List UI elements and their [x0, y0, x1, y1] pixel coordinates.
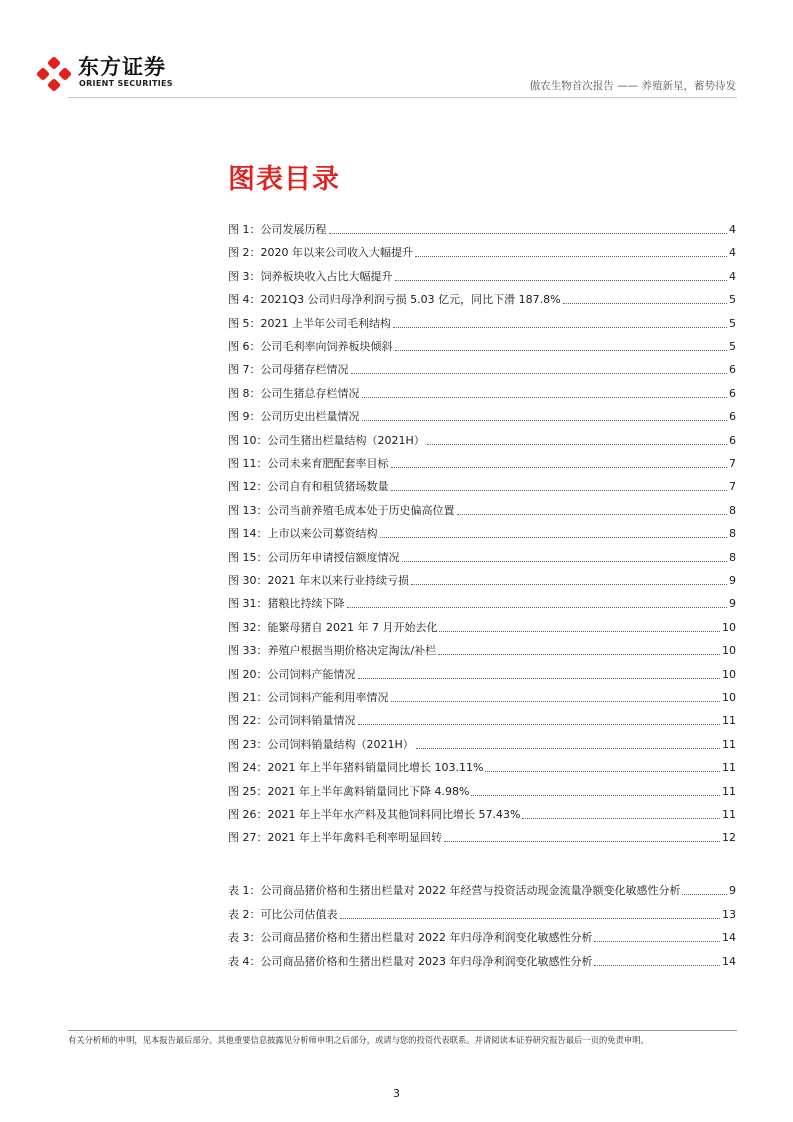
toc-figure-item-label: 图 27：2021 年上半年禽料毛利率明显回转	[228, 831, 442, 845]
toc-figure-item-label: 图 11：公司未来育肥配套率目标	[228, 457, 389, 470]
toc-figure-item-page: 7	[729, 457, 736, 470]
toc-figure-item[interactable]	[228, 478, 736, 494]
toc-table-item[interactable]	[228, 906, 736, 922]
toc-figure-item[interactable]	[228, 712, 736, 728]
dot-leader	[594, 941, 720, 942]
toc-figure-item-label: 图 12：公司自有和租赁猪场数量	[228, 480, 389, 494]
dot-leader	[393, 327, 727, 328]
dot-leader	[411, 584, 727, 585]
dot-leader	[395, 280, 728, 281]
page-header	[0, 0, 793, 100]
brand-name-en: ORIENT SECURITIES	[79, 79, 173, 88]
toc-figure-item-page: 10	[722, 667, 736, 681]
toc-figure-item-page: 4	[729, 269, 736, 283]
toc-figure-item[interactable]	[228, 315, 736, 331]
toc-figure-item[interactable]	[228, 759, 736, 775]
toc-figure-item-label: 图 3：饲养板块收入占比大幅提升	[228, 269, 393, 283]
toc-table-item-label: 表 4：公司商品猪价格和生猪出栏量对 2023 年归母净利润变化敏感性分析	[228, 954, 593, 968]
toc-figure-item[interactable]	[228, 783, 736, 799]
toc-table-item-page: 14	[722, 931, 736, 944]
dot-leader	[439, 631, 720, 632]
dot-leader	[427, 444, 727, 445]
dot-leader	[380, 537, 728, 538]
toc-figure-item-label: 图 1：公司发展历程	[228, 223, 327, 236]
toc-figure-item-page: 11	[722, 761, 736, 775]
toc-figure-item[interactable]	[228, 268, 736, 284]
dot-leader	[362, 420, 728, 421]
toc-figure-item-label: 图 2：2020 年以来公司收入大幅提升	[228, 246, 413, 260]
toc-figure-item[interactable]	[228, 666, 736, 682]
toc-figure-item-page: 10	[722, 644, 736, 658]
dot-leader	[485, 771, 720, 772]
toc-figure-item-page: 4	[729, 223, 736, 236]
toc-figure-item-page: 6	[729, 386, 736, 400]
toc-figure-item-page: 5	[729, 316, 736, 330]
toc-figure-item[interactable]	[228, 525, 736, 541]
toc-figure-item-label: 图 8：公司生猪总存栏情况	[228, 386, 360, 400]
dot-leader	[391, 467, 728, 468]
toc-table-item[interactable]	[228, 882, 736, 898]
toc-figure-item[interactable]	[228, 689, 736, 705]
dot-leader	[329, 233, 728, 234]
header-divider	[68, 97, 737, 98]
toc-figure-item-page: 8	[729, 503, 736, 517]
toc-figure-item[interactable]	[228, 572, 736, 588]
toc-figure-item[interactable]	[228, 642, 736, 658]
toc-figure-item-label: 图 7：公司母猪存栏情况	[228, 363, 349, 377]
toc-figure-item-page: 8	[729, 550, 736, 564]
toc-table-item-label: 表 2：可比公司估值表	[228, 907, 338, 921]
orient-securities-logo-icon	[36, 56, 72, 92]
dot-leader	[594, 965, 720, 966]
toc-figure-item-label: 图 31：猪粮比持续下降	[228, 597, 345, 611]
toc-figure-item[interactable]	[228, 736, 736, 752]
toc-figure-item[interactable]	[228, 408, 736, 424]
dot-leader	[457, 514, 728, 515]
toc-table-item-label: 表 1：公司商品猪价格和生猪出栏量对 2022 年经营与投资活动现金流量净额变化敏感性分析	[228, 884, 681, 897]
toc-figure-item-label: 图 21：公司饲料产能利用率情况	[228, 691, 389, 704]
toc-figure-item-label: 图 5：2021 上半年公司毛利结构	[228, 316, 391, 330]
toc-figure-item[interactable]	[228, 455, 736, 471]
toc-figure-item-page: 11	[722, 714, 736, 728]
dot-leader	[358, 724, 721, 725]
toc-figure-item-label: 图 4：2021Q3 公司归母净利润亏损 5.03 亿元，同比下滑 187.8%	[228, 293, 561, 307]
toc-figure-item-label: 图 25：2021 年上半年禽料销量同比下降 4.98%	[228, 784, 470, 798]
toc-figure-item[interactable]	[228, 549, 736, 565]
toc-figure-item-page: 12	[722, 831, 736, 845]
toc-figure-item-label: 图 22：公司饲料销量情况	[228, 714, 356, 728]
toc-figure-item-label: 图 10：公司生猪出栏量结构（2021H）	[228, 433, 425, 447]
toc-figure-item-page: 11	[722, 808, 736, 821]
toc-figure-item-page: 6	[729, 363, 736, 377]
toc-table-item-page: 13	[722, 907, 736, 921]
toc-table-item[interactable]	[228, 929, 736, 945]
dot-leader	[391, 490, 728, 491]
report-title: 傲农生物首次报告 —— 养殖新星，蓄势待发	[529, 80, 736, 92]
toc-figure-item-page: 8	[729, 527, 736, 541]
footer-divider	[68, 1030, 737, 1031]
dot-leader	[358, 678, 721, 679]
toc-figure-item-label: 图 15：公司历年申请授信额度情况	[228, 550, 400, 564]
toc-figure-item[interactable]	[228, 385, 736, 401]
dot-leader	[340, 918, 721, 919]
toc-figure-item-label: 图 24：2021 年上半年猪料销量同比增长 103.11%	[228, 761, 484, 775]
toc-figure-item[interactable]	[228, 619, 736, 635]
toc-figure-item-page: 11	[722, 737, 736, 751]
dot-leader	[391, 701, 721, 702]
toc-figure-item-page: 11	[722, 784, 736, 798]
dot-leader	[522, 818, 720, 819]
toc-figure-item[interactable]	[228, 595, 736, 611]
toc-figure-item[interactable]	[228, 338, 736, 354]
dot-leader	[395, 350, 728, 351]
toc-figure-item-label: 图 9：公司历史出栏量情况	[228, 410, 360, 424]
toc-figure-item-label: 图 14：上市以来公司募资结构	[228, 527, 378, 541]
toc-figure-item-label: 图 32：能繁母猪自 2021 年 7 月开始去化	[228, 620, 438, 634]
toc-table-item-page: 9	[729, 884, 736, 897]
page-title: 图表目录	[228, 164, 340, 195]
dot-leader	[351, 373, 728, 374]
toc-table-item-page: 14	[722, 954, 736, 968]
dot-leader	[347, 607, 728, 608]
toc-figure-item-page: 10	[722, 691, 736, 704]
dot-leader	[563, 303, 727, 304]
dot-leader	[438, 654, 720, 655]
toc-figure-item-page: 9	[729, 597, 736, 611]
toc-figure-item-label: 图 26：2021 年上半年水产料及其他饲料同比增长 57.43%	[228, 808, 521, 821]
toc-figure-item[interactable]	[228, 829, 736, 845]
toc-figure-item-page: 5	[729, 340, 736, 353]
toc-figure-item-label: 图 20：公司饲料产能情况	[228, 667, 356, 681]
toc-figure-item-label: 图 23：公司饲料销量结构（2021H）	[228, 737, 414, 751]
dot-leader	[416, 748, 720, 749]
page-number: 3	[393, 1087, 400, 1100]
toc-figure-item-page: 7	[729, 480, 736, 494]
dot-leader	[362, 397, 728, 398]
footer-disclaimer: 有关分析师的申明，见本报告最后部分。其他重要信息披露见分析师申明之后部分，或请与您的投资代表联系。并请阅读本证券研究报告最后一页的免责申明。	[68, 1035, 649, 1045]
dot-leader	[415, 256, 727, 257]
toc-figure-item[interactable]	[228, 221, 736, 237]
toc-figure-item-label: 图 6：公司毛利率向饲养板块倾斜	[228, 340, 393, 353]
dot-leader	[471, 795, 720, 796]
toc-figure-item[interactable]	[228, 291, 736, 307]
toc-figure-item-label: 图 13：公司当前养殖毛成本处于历史偏高位置	[228, 503, 455, 517]
toc-figure-item-page: 4	[729, 246, 736, 260]
toc-figure-item[interactable]	[228, 432, 736, 448]
toc-figure-item-page: 6	[729, 433, 736, 447]
dot-leader	[402, 561, 728, 562]
toc-figure-item[interactable]	[228, 806, 736, 822]
dot-leader	[444, 841, 720, 842]
toc-figure-item-page: 5	[729, 293, 736, 307]
toc-figure-item-page: 6	[729, 410, 736, 424]
toc-figure-item[interactable]	[228, 361, 736, 377]
toc-figure-item-label: 图 30：2021 年末以来行业持续亏损	[228, 574, 409, 587]
dot-leader	[682, 894, 727, 895]
toc-figure-item[interactable]	[228, 244, 736, 260]
toc-figure-item[interactable]	[228, 502, 736, 518]
toc-figure-item-label: 图 33：养殖户根据当期价格决定淘汰/补栏	[228, 644, 437, 658]
toc-table-item[interactable]	[228, 953, 736, 969]
toc-figure-item-page: 9	[729, 574, 736, 587]
toc-table-item-label: 表 3：公司商品猪价格和生猪出栏量对 2022 年归母净利润变化敏感性分析	[228, 931, 593, 944]
toc-figure-item-page: 10	[722, 620, 736, 634]
brand-name-cn: 东方证券	[78, 55, 166, 79]
